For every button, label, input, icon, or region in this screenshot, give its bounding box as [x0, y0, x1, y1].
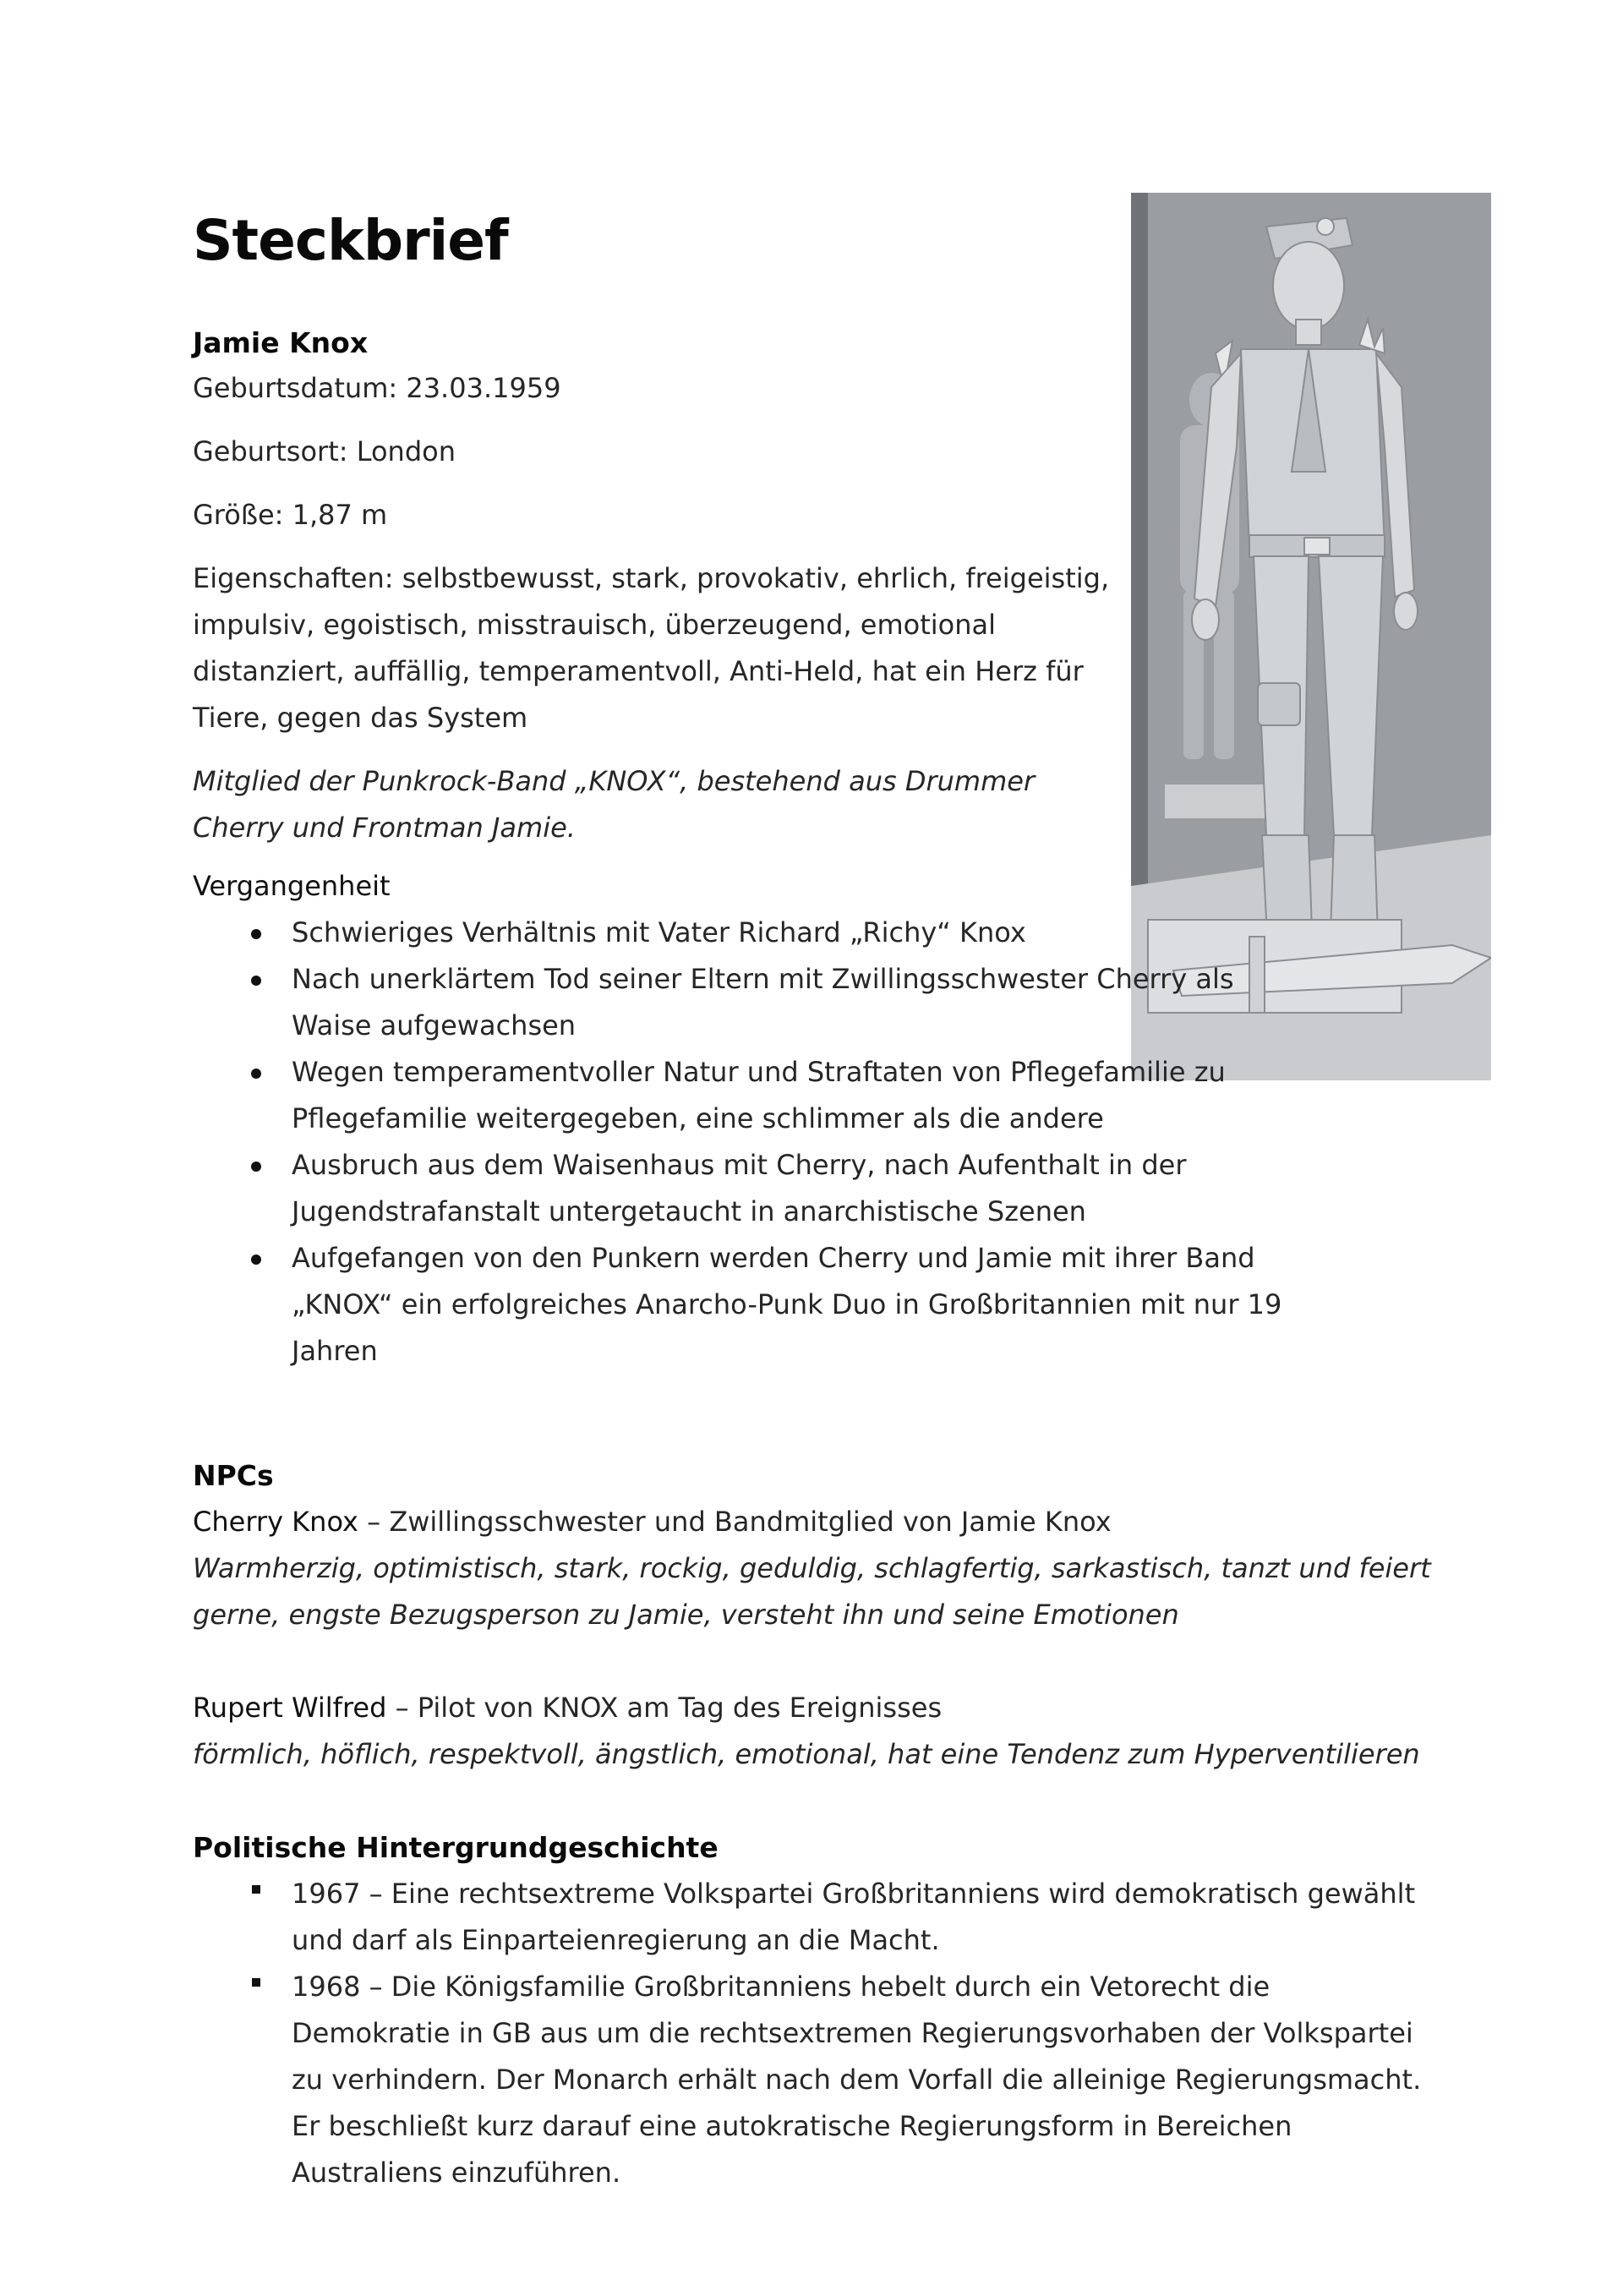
npc-title-cherry	[193, 1499, 1435, 1545]
npc-role: – Zwillingsschwester und Bandmitglied von Jamie Knox	[358, 1506, 1112, 1538]
npcs-heading: NPCs	[193, 1459, 274, 1492]
height: Größe: 1,87 m	[193, 499, 388, 531]
list-item: Schwieriges Verhältnis mit Vater Richard „Richy“ Knox	[193, 910, 1298, 956]
main-content	[193, 321, 1435, 2196]
bullet-icon	[243, 1142, 269, 1189]
list-item: 1967 – Eine rechtsextreme Volkspartei Großbritanniens wird demokratisch gewählt und darf als Einparteienregierung an die Macht.	[193, 1871, 1435, 1964]
bullet-icon	[243, 1049, 269, 1096]
character-name: Jamie Knox	[193, 326, 369, 359]
traits: Eigenschaften: selbstbewusst, stark, provokativ, ehrlich, freigeistig, impulsiv, egoistisch, misstrauisch, überzeugend, emotional distanziert, auffällig, temperamentvoll, Anti-Held, hat ein Herz für Tiere, gegen das System	[193, 562, 1110, 734]
npc-role: – Pilot von KNOX am Tag des Ereignisses	[386, 1692, 943, 1724]
npc-name: Rupert Wilfred	[193, 1692, 387, 1724]
list-item: Nach unerklärtem Tod seiner Eltern mit Zwillingsschwester Cherry als Waise aufgewachsen	[193, 956, 1298, 1049]
bullet-icon	[243, 1235, 269, 1282]
past-list	[193, 910, 1435, 1375]
list-item: 1968 – Die Königsfamilie Großbritanniens hebelt durch ein Vetorecht die Demokratie in GB aus um die rechtsextremen Regierungsvorhaben der Volkspartei zu verhindern. Der Monarch erhält nach dem Vorfall die alleinige Regierungsmacht. Er beschließt kurz darauf eine autokratische Regierungsform in Bereichen Australiens einzuführen.	[193, 1964, 1435, 2196]
list-item: Ausbruch aus dem Waisenhaus mit Cherry, nach Aufenthalt in der Jugendstrafanstalt untergetaucht in anarchistische Szenen	[193, 1142, 1298, 1235]
square-bullet-icon	[243, 1964, 269, 2010]
page-title: Steckbrief	[193, 208, 508, 273]
square-bullet-icon	[243, 1871, 269, 1917]
birthdate: Geburtsdatum: 23.03.1959	[193, 372, 561, 404]
npc-title-rupert	[193, 1685, 1435, 1731]
npc-name: Cherry Knox	[193, 1506, 358, 1538]
list-item: Wegen temperamentvoller Natur und Straftaten von Pflegefamilie zu Pflegefamilie weitergegeben, eine schlimmer als die andere	[193, 1049, 1298, 1142]
list-item: Aufgefangen von den Punkern werden Cherry und Jamie mit ihrer Band „KNOX“ ein erfolgreiches Anarcho-Punk Duo in Großbritannien mit nur 19 Jahren	[193, 1235, 1298, 1375]
bullet-icon	[243, 910, 269, 956]
politics-heading: Politische Hintergrundgeschichte	[193, 1831, 719, 1864]
npc-description: förmlich, höflich, respektvoll, ängstlich, emotional, hat eine Tendenz zum Hyperventilieren	[193, 1738, 1420, 1770]
politics-list	[193, 1871, 1435, 2196]
past-heading: Vergangenheit	[193, 870, 391, 902]
bullet-icon	[243, 956, 269, 1003]
npc-description: Warmherzig, optimistisch, stark, rockig, geduldig, schlagfertig, sarkastisch, tanzt und feiert gerne, engste Bezugsperson zu Jamie, versteht ihn und seine Emotionen	[193, 1552, 1431, 1631]
band-info: Mitglied der Punkrock-Band „KNOX“, bestehend aus Drummer Cherry und Frontman Jamie.	[193, 765, 1036, 844]
birthplace: Geburtsort: London	[193, 435, 456, 467]
